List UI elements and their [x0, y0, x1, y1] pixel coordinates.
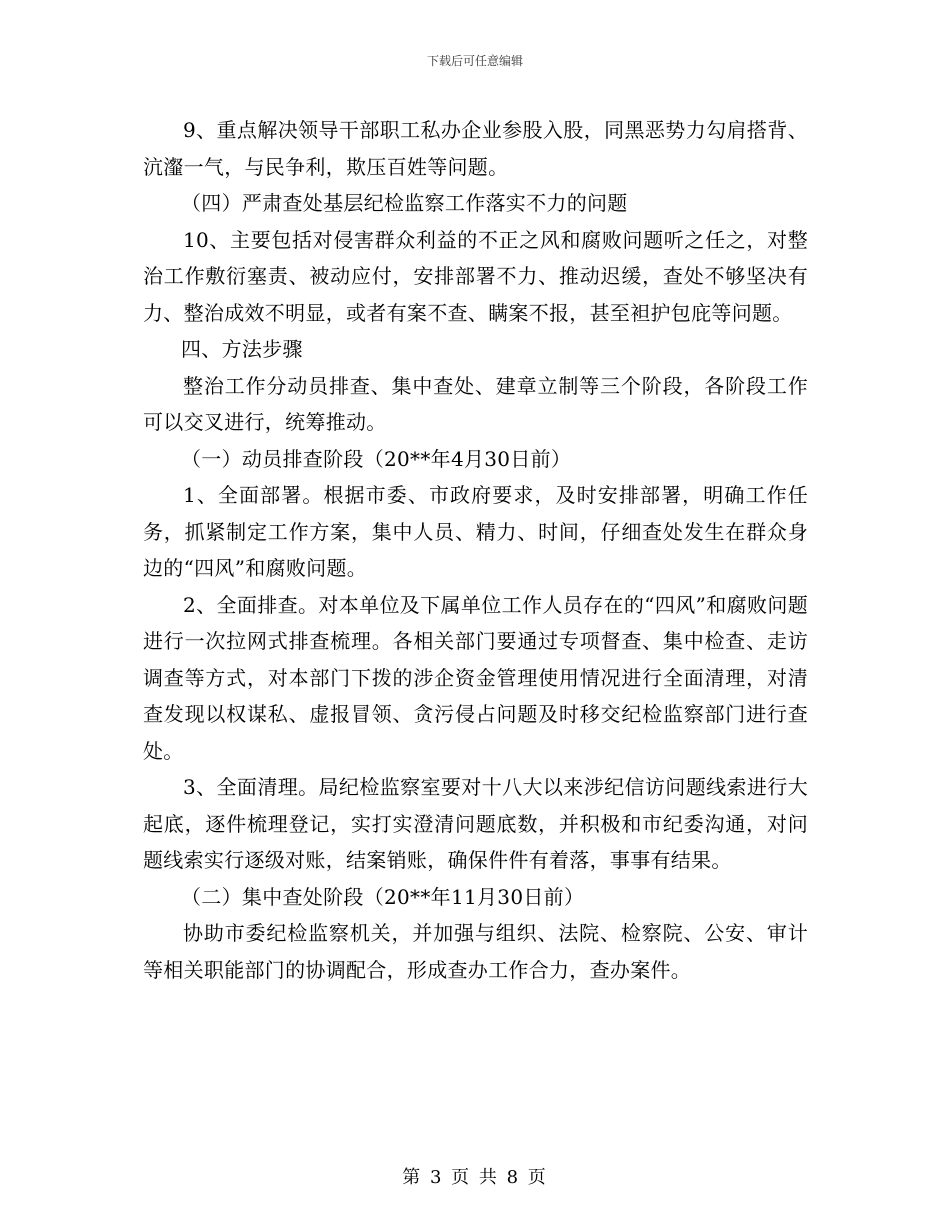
section-heading-4: （四）严肃查处基层纪检监察工作落实不力的问题	[181, 191, 628, 215]
paragraph-step-2: 2、全面排查。对本单位及下属单位工作人员存在的“四风”和腐败问题进行一次拉网式排查梳理。各相关部门要通过专项督查、集中检查、走访调查等方式，对本部门下拨的涉企资金管理使用情况进行全面清理，对清查发现以权谋私、虚报冒领、贪污侵占问题及时移交纪检监察部门进行查处。	[143, 592, 808, 763]
paragraph-phase-2-body: 协助市委纪检监察机关，并加强与组织、法院、检察院、公安、审计等相关职能部门的协调配合，形成查办工作合力，查办案件。	[143, 921, 808, 982]
paragraph-step-3: 3、全面清理。局纪检监察室要对十八大以来涉纪信访问题线索进行大起底，逐件梳理登记，实打实澄清问题底数，并积极和市纪委沟通，对问题线索实行逐级对账，结案销账，确保件件有着落，事事有结果。	[143, 775, 808, 872]
paragraph-item-10: 10、主要包括对侵害群众利益的不正之风和腐败问题听之任之，对整治工作敷衍塞责、被动应付，安排部署不力、推动迟缓，查处不够坚决有力、整治成效不明显，或者有案不查、瞒案不报，甚至袒护包庇等问题。	[143, 227, 808, 325]
paragraph-methods-intro: 整治工作分动员排查、集中查处、建章立制等三个阶段，各阶段工作可以交叉进行，统筹推动。	[143, 373, 808, 434]
section-heading-phase-1: （一）动员排查阶段（20**年4月30日前）	[181, 446, 572, 471]
paragraph-step-1: 1、全面部署。根据市委、市政府要求，及时安排部署，明确工作任务，抓紧制定工作方案，集中人员、精力、时间，仔细查处发生在群众身边的“四风”和腐败问题。	[143, 483, 808, 580]
paragraph-item-9: 9、重点解决领导干部职工私办企业参股入股，同黑恶势力勾肩搭背、沆瀣一气，与民争利，欺压百姓等问题。	[143, 118, 808, 179]
page-header: 下载后可任意编辑	[426, 54, 523, 68]
page-footer: 第 3 页 共 8 页	[402, 1167, 548, 1188]
section-heading-methods: 四、方法步骤	[181, 337, 303, 361]
section-heading-phase-2: （二）集中查处阶段（20**年11月30日前）	[181, 884, 585, 909]
document-body	[143, 112, 808, 988]
